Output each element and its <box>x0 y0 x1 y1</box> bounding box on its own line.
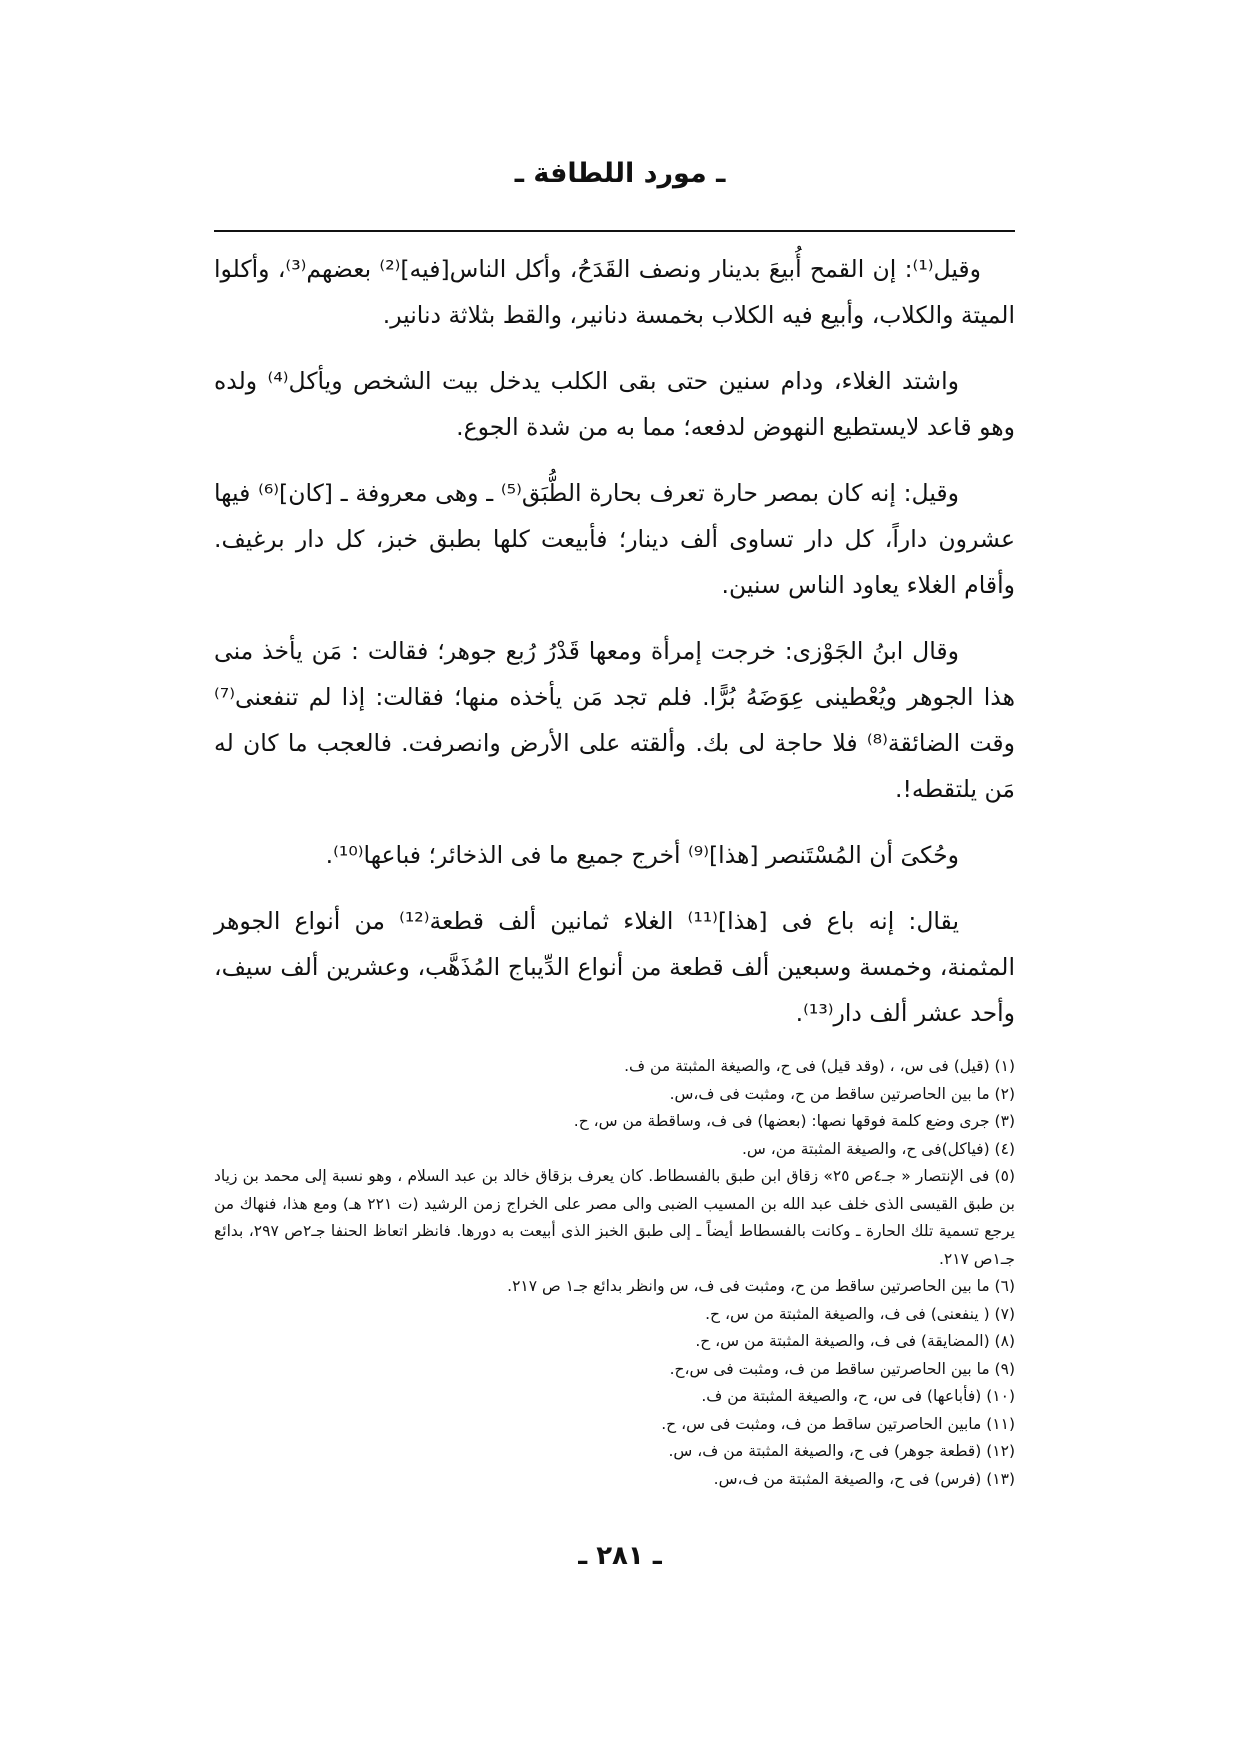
paragraph: وقيل⁽¹⁾: إن القمح أُبيعَ بدينار ونصف القَدَحُ، وأكل الناس[فيه]⁽²⁾ بعضهم⁽³⁾، وأكلوا الميتة والكلاب، وأبيع فيه الكلاب بخمسة دنانير، والقط بثلاثة دنانير. <box>214 255 1015 329</box>
running-header: ـ مورد اللطافة ـ <box>514 158 726 189</box>
paragraph: وحُكىَ أن المُسْتَنصر [هذا]⁽⁹⁾ أخرج جميع ما فى الذخائر؛ فباعها⁽¹⁰⁾. <box>325 841 959 869</box>
footnote: (١١) مابين الحاصرتين ساقط من ف، ومثبت فى س، ح. <box>661 1414 1015 1433</box>
page-number: ـ ٢٨١ ـ <box>578 1541 662 1571</box>
footnote: (٩) ما بين الحاصرتين ساقط من ف، ومثبت فى س،ح. <box>669 1359 1015 1378</box>
footnote: (١٣) (فرس) فى ح، والصيغة المثبتة من ف،س. <box>713 1469 1015 1488</box>
footnote: (٢) ما بين الحاصرتين ساقط من ح، ومثبت فى ف،س. <box>669 1084 1015 1103</box>
header-rule <box>214 230 1015 232</box>
paragraph: وقيل: إنه كان بمصر حارة تعرف بحارة الطُّبَق⁽⁵⁾ ـ وهى معروفة ـ [كان]⁽⁶⁾ فيها عشرون داراً، كل دار تساوى ألف دينار؛ فأبيعت كلها بطبق خبز، كل دار برغيف. وأقام الغلاء يعاود الناس سنين. <box>214 479 1015 599</box>
footnote: (٤) (فياكل)فى ح، والصيغة المثبتة من، س. <box>741 1139 1015 1158</box>
footnote: (٧) ( ينفعنى) فى ف، والصيغة المثبتة من س، ح. <box>705 1304 1015 1323</box>
paragraph: وقال ابنُ الجَوْزى: خرجت إمرأة ومعها قَدْرُ رُبع جوهر؛ فقالت : مَن يأخذ منى هذا الجوهر ويُعْطينى عِوَضَهُ بُرًّا. فلم تجد مَن يأخذه منها؛ فقالت: إذا لم تنفعنى⁽⁷⁾ وقت الضائقة⁽⁸⁾ فلا حاجة لى بك. وألقته على الأرض وانصرفت. فالعجب ما كان له مَن يلتقطه!. <box>214 637 1016 803</box>
footnote: (١٢) (قطعة جوهر) فى ح، والصيغة المثبتة من ف، س. <box>668 1442 1015 1460</box>
footnote: (٦) ما بين الحاصرتين ساقط من ح، ومثبت فى ف، س وانظر بدائع جـ١ ص ٢١٧. <box>507 1277 1015 1295</box>
main-text <box>214 246 1015 1056</box>
footnotes <box>214 1053 1015 1493</box>
footnote: (١) (قيل) فى س، ، (وقد قيل) فى ح، والصيغة المثبتة من ف. <box>624 1057 1015 1075</box>
paragraph: يقال: إنه باع فى [هذا]⁽¹¹⁾ الغلاء ثمانين ألف قطعة⁽¹²⁾ من أنواع الجوهر المثمنة، وخمسة وسبعين ألف قطعة من أنواع الدِّيباج المُذَهَّب، وعشرين ألف سيف، وأحد عشر ألف دار⁽¹³⁾. <box>214 907 1015 1027</box>
footnote: (١٠) (فأباعها) فى س، ح، والصيغة المثبتة من ف. <box>701 1387 1015 1405</box>
footnote: (٥) فى الإنتصار « جـ٤ص ٢٥» زقاق ابن طبق بالفسطاط. كان يعرف بزقاق خالد بن عبد السلام ، وهو نسبة إلى محمد بن زياد بن طبق القيسى الذى خلف عبد الله بن المسيب الضبى والى مصر على الخراج زمن الرشيد (ت ٢٢١ هـ) ومع هذا، فنهاك من يرجع تسمية تلك الحارة ـ وكانت بالفسطاط أيضاً ـ إلى طبق الخبز الذى أبيعت به دورها. فانظر اتعاظ الحنفا جـ٢ص ٢٩٧، بدائع جـ١ص ٢١٧. <box>214 1167 1015 1268</box>
paragraph: واشتد الغلاء، ودام سنين حتى بقى الكلب يدخل بيت الشخص ويأكل⁽⁴⁾ ولده وهو قاعد لايستطيع النهوض لدفعه؛ مما به من شدة الجوع. <box>214 367 1015 441</box>
footnote: (٨) (المضايقة) فى ف، والصيغة المثبتة من س، ح. <box>695 1332 1015 1350</box>
footnote: (٣) جرى وضع كلمة فوقها نصها: (بعضها) فى ف، وساقطة من س، ح. <box>573 1112 1015 1130</box>
